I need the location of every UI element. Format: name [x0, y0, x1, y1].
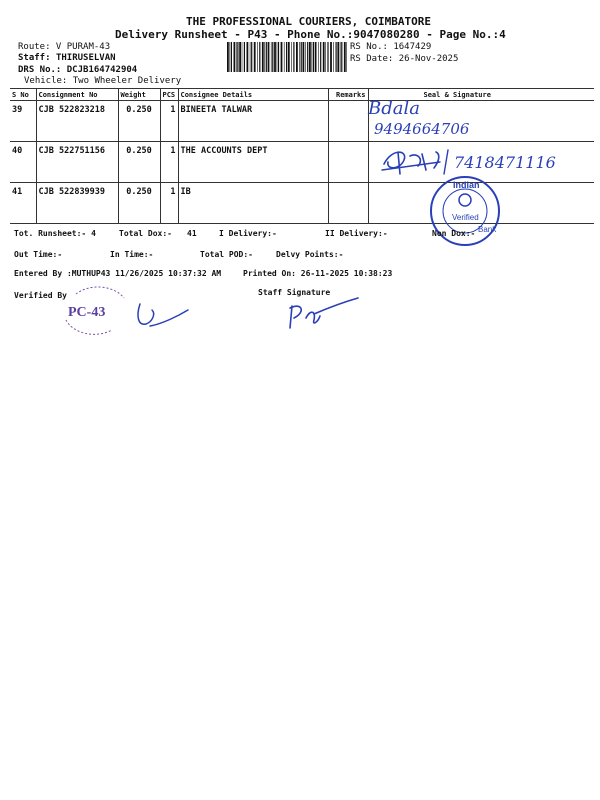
total-pod-label: Total POD:- [200, 250, 253, 259]
row-sno: 41 [10, 183, 36, 224]
sig2-phone: 7418471116 [454, 153, 556, 172]
barcode-bar [318, 42, 319, 72]
rs-number: RS No.: 1647429 [350, 42, 432, 52]
barcode-bar [271, 42, 272, 72]
barcode-bar [299, 42, 300, 72]
barcode-bar [336, 42, 337, 72]
barcode-bar [274, 42, 276, 72]
barcode-bar [330, 42, 332, 72]
barcode-bar [307, 42, 308, 72]
barcode-bar [315, 42, 317, 72]
barcode-bar [286, 42, 287, 72]
barcode-bar [227, 42, 229, 72]
rs-date: RS Date: 26-Nov-2025 [350, 54, 459, 64]
barcode-bar [264, 42, 265, 72]
col-remarks: Remarks [328, 89, 368, 101]
row-consignment: CJB 522839939 [36, 183, 118, 224]
col-consignment: Consignment No [36, 89, 118, 101]
barcode-bar [341, 42, 342, 72]
barcode-bar [301, 42, 302, 72]
runsheet-subtitle: Delivery Runsheet - P43 - Phone No.:9047080280 - Page No.:4 [115, 28, 506, 41]
row-pcs: 1 [160, 101, 178, 142]
col-seal-signature: Seal & Signature [368, 89, 594, 101]
row-consignee: IB [178, 183, 328, 224]
staff-signature-scribble [284, 296, 364, 332]
sig1-phone: 9494664706 [374, 120, 470, 138]
barcode-bar [239, 42, 241, 72]
barcode-bar [284, 42, 285, 72]
barcode-bar [234, 42, 236, 72]
barcode-bar [244, 42, 245, 72]
row-remarks [328, 183, 368, 224]
staff-signature-label: Staff Signature [258, 288, 331, 297]
total-dox-value: 41 [187, 229, 197, 238]
stamp-bottom-text: Bank [478, 225, 497, 234]
non-dox-label: Non Dox:- [432, 229, 476, 238]
barcode-bar [291, 42, 292, 72]
col-weight: Weight [118, 89, 160, 101]
barcode-bar [281, 42, 283, 72]
ii-delivery-label: II Delivery:- [325, 229, 388, 238]
row-sno: 39 [10, 101, 36, 142]
handwritten-signature-1 [360, 96, 510, 138]
barcode-bar [254, 42, 256, 72]
printed-on: Printed On: 26-11-2025 10:38:23 [243, 269, 393, 278]
barcode-bar [288, 42, 290, 72]
row-weight: 0.250 [118, 101, 160, 142]
barcode-bar [250, 42, 251, 72]
row-sno: 40 [10, 142, 36, 183]
staff-row [18, 53, 116, 63]
barcode-image [227, 42, 347, 72]
pc-stamp-and-verifier-signature [62, 286, 202, 336]
row-consignment: CJB 522823218 [36, 101, 118, 142]
barcode-bar [259, 42, 260, 72]
stamp-middle-text: Verified [452, 213, 479, 222]
stamp-top-text: Indian [453, 180, 480, 190]
col-sno: S No [10, 89, 36, 101]
barcode-bar [230, 42, 231, 72]
barcode-bar [236, 42, 237, 72]
barcode-bar [333, 42, 334, 72]
row-weight: 0.250 [118, 183, 160, 224]
barcode-bar [313, 42, 314, 72]
document-title: THE PROFESSIONAL COURIERS, COIMBATORE [186, 15, 432, 28]
pc-stamp-text: PC-43 [68, 305, 106, 320]
verified-by-label: Verified By [14, 291, 67, 300]
total-dox-label: Total Dox:- [119, 229, 172, 238]
row-pcs: 1 [160, 183, 178, 224]
route-text: Route: V PURAM-43 [18, 42, 111, 52]
barcode-bar [237, 42, 238, 72]
barcode-bar [344, 42, 346, 72]
barcode-bar [303, 42, 305, 72]
row-weight: 0.250 [118, 142, 160, 183]
barcode-bar [346, 42, 347, 72]
barcode-bar [293, 42, 294, 72]
barcode-bar [277, 42, 278, 72]
out-time-label: Out Time:- [14, 250, 63, 259]
barcode-bar [266, 42, 267, 72]
col-pcs: PCS [160, 89, 178, 101]
sig1-name: Bdala [368, 98, 420, 119]
delvy-points-label: Delvy Points:- [276, 250, 344, 259]
barcode-bar [278, 42, 279, 72]
barcode-bar [337, 42, 339, 72]
barcode-bar [340, 42, 341, 72]
barcode-bar [325, 42, 326, 72]
barcode-bar [231, 42, 232, 72]
barcode-bar [305, 42, 306, 72]
staff-value: THIRUSELVAN [55, 53, 116, 63]
barcode-bar [327, 42, 328, 72]
barcode-bar [257, 42, 258, 72]
row-consignee: BINEETA TALWAR [178, 101, 328, 142]
in-time-label: In Time:- [110, 250, 154, 259]
col-consignee: Consignee Details [178, 89, 328, 101]
entered-by: Entered By :MUTHUP43 11/26/2025 10:37:32 AM [14, 269, 222, 278]
barcode-bar [320, 42, 321, 72]
i-delivery-label: I Delivery:- [219, 229, 277, 238]
barcode-bar [312, 42, 313, 72]
row-consignee: THE ACCOUNTS DEPT [178, 142, 328, 183]
barcode-bar [296, 42, 298, 72]
barcode-bar [309, 42, 311, 72]
barcode-bar [272, 42, 273, 72]
barcode-bar [262, 42, 264, 72]
vehicle-text: Vehicle: Two Wheeler Delivery [24, 76, 182, 86]
barcode-bar [268, 42, 270, 72]
barcode-bar [323, 42, 325, 72]
row-remarks [328, 142, 368, 183]
row-consignment: CJB 522751156 [36, 142, 118, 183]
tot-runsheet: Tot. Runsheet:- 4 [14, 229, 96, 238]
staff-label: Staff: [18, 53, 51, 63]
barcode-bar [251, 42, 252, 72]
drs-number: DRS No.: DCJB164742904 [18, 65, 138, 75]
row-pcs: 1 [160, 142, 178, 183]
barcode-bar [242, 42, 243, 72]
barcode-bar [247, 42, 249, 72]
